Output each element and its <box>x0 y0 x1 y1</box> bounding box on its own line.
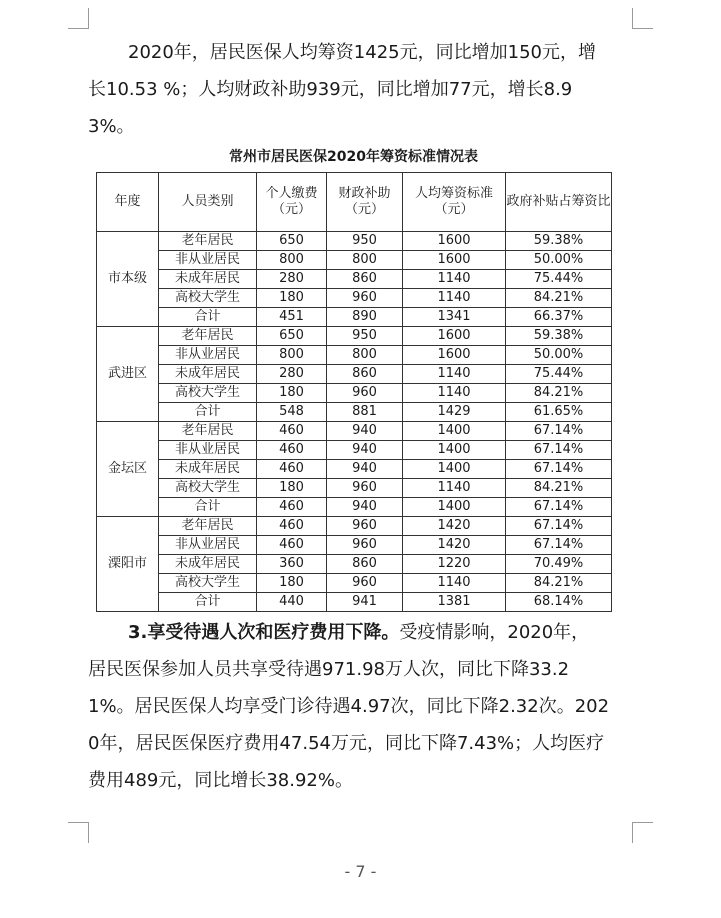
cell-per-capita-standard: 1400 <box>403 498 506 517</box>
cell-per-capita-standard: 1140 <box>403 365 506 384</box>
cell-personal-payment: 460 <box>257 498 327 517</box>
cell-fiscal-subsidy: 960 <box>327 574 403 593</box>
cell-category: 老年居民 <box>159 517 257 536</box>
cell-subsidy-ratio: 50.00% <box>506 346 612 365</box>
cell-category: 老年居民 <box>159 232 257 251</box>
table-row <box>97 270 612 289</box>
cell-category: 非从业居民 <box>159 251 257 270</box>
cell-subsidy-ratio: 75.44% <box>506 365 612 384</box>
header-year: 年度 <box>97 173 159 232</box>
table-row <box>97 232 612 251</box>
cell-category: 高校大学生 <box>159 479 257 498</box>
cell-per-capita-standard: 1381 <box>403 593 506 612</box>
cell-subsidy-ratio: 59.38% <box>506 327 612 346</box>
cell-category: 未成年居民 <box>159 555 257 574</box>
cell-personal-payment: 360 <box>257 555 327 574</box>
cell-category: 高校大学生 <box>159 289 257 308</box>
cell-subsidy-ratio: 67.14% <box>506 536 612 555</box>
cell-fiscal-subsidy: 950 <box>327 327 403 346</box>
cell-personal-payment: 180 <box>257 384 327 403</box>
cell-per-capita-standard: 1341 <box>403 308 506 327</box>
cell-per-capita-standard: 1220 <box>403 555 506 574</box>
cell-category: 老年居民 <box>159 422 257 441</box>
cell-category: 高校大学生 <box>159 574 257 593</box>
cell-fiscal-subsidy: 960 <box>327 384 403 403</box>
cell-region: 市本级 <box>97 232 159 327</box>
cell-per-capita-standard: 1600 <box>403 327 506 346</box>
table-row <box>97 289 612 308</box>
intro-paragraph <box>88 34 628 145</box>
table-row <box>97 422 612 441</box>
cell-per-capita-standard: 1429 <box>403 403 506 422</box>
cell-region: 武进区 <box>97 327 159 422</box>
cell-fiscal-subsidy: 860 <box>327 555 403 574</box>
header-personal-payment: 个人缴费（元） <box>257 173 327 232</box>
cell-per-capita-standard: 1400 <box>403 460 506 479</box>
table-row <box>97 498 612 517</box>
crop-mark-top-left <box>68 8 89 29</box>
cell-personal-payment: 460 <box>257 517 327 536</box>
cell-subsidy-ratio: 75.44% <box>506 270 612 289</box>
cell-fiscal-subsidy: 960 <box>327 289 403 308</box>
cell-category: 非从业居民 <box>159 441 257 460</box>
section3-line: 0年，居民医保医疗费用47.54万元，同比下降7.43%；人均医疗 <box>88 733 605 754</box>
cell-personal-payment: 280 <box>257 365 327 384</box>
cell-personal-payment: 460 <box>257 422 327 441</box>
cell-fiscal-subsidy: 940 <box>327 441 403 460</box>
cell-fiscal-subsidy: 941 <box>327 593 403 612</box>
cell-per-capita-standard: 1400 <box>403 441 506 460</box>
header-per-capita-standard: 人均筹资标准（元） <box>403 173 506 232</box>
cell-per-capita-standard: 1140 <box>403 270 506 289</box>
section3-paragraph <box>88 614 628 799</box>
cell-per-capita-standard: 1600 <box>403 346 506 365</box>
cell-category: 非从业居民 <box>159 536 257 555</box>
cell-fiscal-subsidy: 940 <box>327 422 403 441</box>
table-body <box>97 232 612 612</box>
cell-personal-payment: 800 <box>257 346 327 365</box>
cell-category: 高校大学生 <box>159 384 257 403</box>
cell-fiscal-subsidy: 860 <box>327 365 403 384</box>
cell-category: 未成年居民 <box>159 460 257 479</box>
cell-category: 未成年居民 <box>159 365 257 384</box>
cell-personal-payment: 460 <box>257 536 327 555</box>
cell-subsidy-ratio: 67.14% <box>506 460 612 479</box>
table-row <box>97 346 612 365</box>
cell-per-capita-standard: 1140 <box>403 289 506 308</box>
table-row <box>97 574 612 593</box>
cell-subsidy-ratio: 68.14% <box>506 593 612 612</box>
cell-personal-payment: 650 <box>257 327 327 346</box>
cell-category: 合计 <box>159 498 257 517</box>
crop-mark-top-right <box>632 8 653 29</box>
cell-per-capita-standard: 1140 <box>403 479 506 498</box>
cell-category: 合计 <box>159 593 257 612</box>
cell-personal-payment: 800 <box>257 251 327 270</box>
intro-line: 2020年，居民医保人均筹资1425元，同比增加150元，增 <box>128 42 596 63</box>
cell-personal-payment: 180 <box>257 289 327 308</box>
cell-personal-payment: 180 <box>257 574 327 593</box>
cell-subsidy-ratio: 67.14% <box>506 422 612 441</box>
section3-line: 费用489元，同比增长38.92%。 <box>88 770 353 791</box>
table-row <box>97 384 612 403</box>
section3-line: 居民医保参加人员共享受待遇971.98万人次，同比下降33.2 <box>88 659 570 680</box>
cell-per-capita-standard: 1420 <box>403 517 506 536</box>
cell-category: 合计 <box>159 403 257 422</box>
cell-fiscal-subsidy: 960 <box>327 479 403 498</box>
cell-region: 金坛区 <box>97 422 159 517</box>
section3-line: 1%。居民医保人均享受门诊待遇4.97次，同比下降2.32次。202 <box>88 696 610 717</box>
cell-subsidy-ratio: 67.14% <box>506 498 612 517</box>
cell-per-capita-standard: 1400 <box>403 422 506 441</box>
cell-personal-payment: 460 <box>257 460 327 479</box>
cell-subsidy-ratio: 59.38% <box>506 232 612 251</box>
header-subsidy-ratio: 政府补贴占筹资比 <box>506 173 612 232</box>
cell-fiscal-subsidy: 940 <box>327 460 403 479</box>
cell-category: 未成年居民 <box>159 270 257 289</box>
table-row <box>97 536 612 555</box>
section3-text: 受疫情影响，2020年， <box>399 622 590 643</box>
table-row <box>97 517 612 536</box>
table-row <box>97 441 612 460</box>
cell-personal-payment: 460 <box>257 441 327 460</box>
cell-personal-payment: 548 <box>257 403 327 422</box>
table-row <box>97 308 612 327</box>
cell-per-capita-standard: 1600 <box>403 232 506 251</box>
cell-subsidy-ratio: 84.21% <box>506 289 612 308</box>
cell-category: 合计 <box>159 308 257 327</box>
table-row <box>97 403 612 422</box>
page-number: - 7 - <box>344 862 377 881</box>
cell-fiscal-subsidy: 950 <box>327 232 403 251</box>
cell-fiscal-subsidy: 860 <box>327 270 403 289</box>
cell-fiscal-subsidy: 881 <box>327 403 403 422</box>
table-row <box>97 251 612 270</box>
cell-personal-payment: 650 <box>257 232 327 251</box>
table-row <box>97 327 612 346</box>
cell-region: 溧阳市 <box>97 517 159 612</box>
cell-subsidy-ratio: 84.21% <box>506 384 612 403</box>
cell-personal-payment: 440 <box>257 593 327 612</box>
cell-personal-payment: 280 <box>257 270 327 289</box>
cell-subsidy-ratio: 67.14% <box>506 517 612 536</box>
intro-line: 3%。 <box>88 116 135 137</box>
intro-line: 长10.53 %；人均财政补助939元，同比增加77元，增长8.9 <box>88 79 573 100</box>
cell-fiscal-subsidy: 800 <box>327 251 403 270</box>
cell-subsidy-ratio: 61.65% <box>506 403 612 422</box>
section3-first-line <box>88 614 628 651</box>
cell-category: 老年居民 <box>159 327 257 346</box>
cell-fiscal-subsidy: 890 <box>327 308 403 327</box>
cell-subsidy-ratio: 67.14% <box>506 441 612 460</box>
crop-mark-bottom-right <box>632 822 653 843</box>
table-header-row <box>97 173 612 232</box>
cell-per-capita-standard: 1140 <box>403 574 506 593</box>
header-fiscal-subsidy: 财政补助（元） <box>327 173 403 232</box>
section3-heading: 3.享受待遇人次和医疗费用下降。 <box>128 622 400 643</box>
table-row <box>97 555 612 574</box>
cell-subsidy-ratio: 50.00% <box>506 251 612 270</box>
funding-standard-table <box>96 172 612 612</box>
cell-subsidy-ratio: 84.21% <box>506 574 612 593</box>
table-row <box>97 460 612 479</box>
table-row <box>97 479 612 498</box>
cell-personal-payment: 180 <box>257 479 327 498</box>
header-category: 人员类别 <box>159 173 257 232</box>
cell-subsidy-ratio: 66.37% <box>506 308 612 327</box>
table-title: 常州市居民医保2020年筹资标准情况表 <box>229 149 478 165</box>
cell-category: 非从业居民 <box>159 346 257 365</box>
cell-fiscal-subsidy: 800 <box>327 346 403 365</box>
table-row <box>97 365 612 384</box>
cell-fiscal-subsidy: 940 <box>327 498 403 517</box>
cell-personal-payment: 451 <box>257 308 327 327</box>
cell-subsidy-ratio: 70.49% <box>506 555 612 574</box>
table-row <box>97 593 612 612</box>
cell-per-capita-standard: 1140 <box>403 384 506 403</box>
cell-fiscal-subsidy: 960 <box>327 536 403 555</box>
cell-per-capita-standard: 1600 <box>403 251 506 270</box>
cell-fiscal-subsidy: 960 <box>327 517 403 536</box>
crop-mark-bottom-left <box>68 822 89 843</box>
cell-per-capita-standard: 1420 <box>403 536 506 555</box>
cell-subsidy-ratio: 84.21% <box>506 479 612 498</box>
